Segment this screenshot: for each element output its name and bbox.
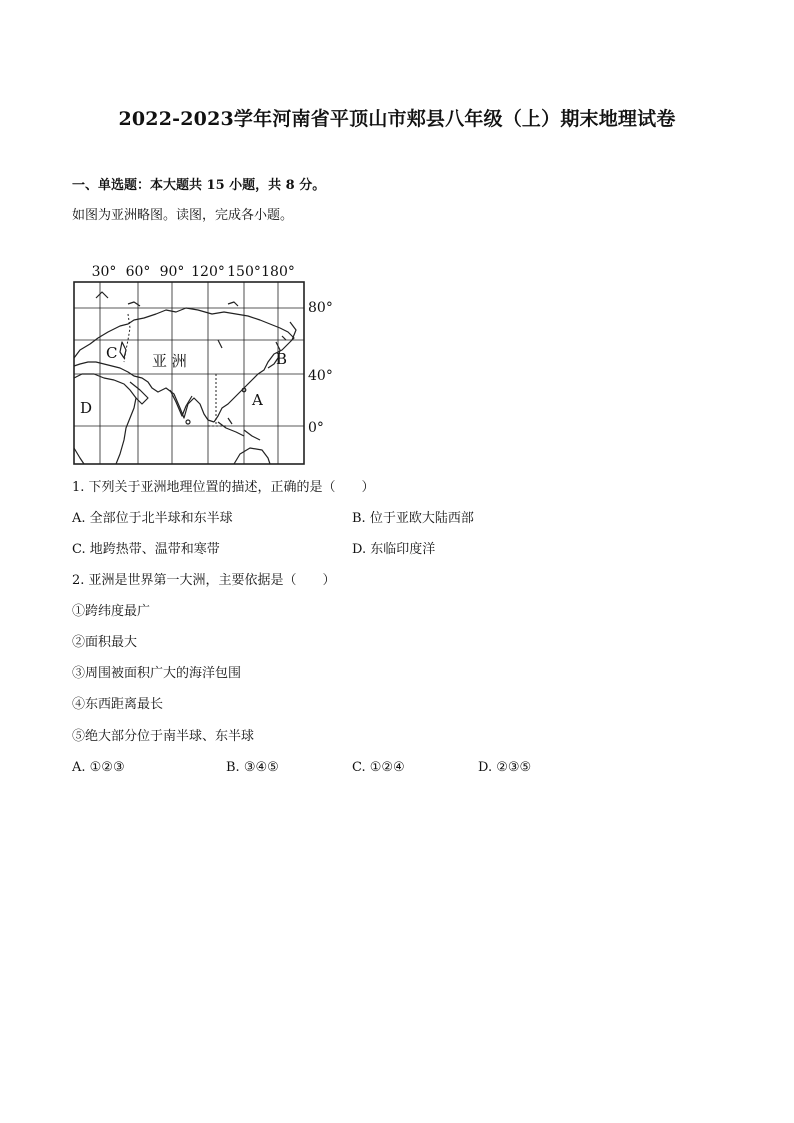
question-2-option-a: A. ①②③ <box>72 760 125 775</box>
map-label-c: C <box>106 344 118 362</box>
map-label-b: B <box>276 350 288 368</box>
question-2-item-5: ⑤绝大部分位于南半球、东半球 <box>72 729 255 744</box>
map-dashed-line <box>208 374 228 426</box>
question-1-option-d: D. 东临印度洋 <box>352 542 436 557</box>
map-lat-label-0: 0° <box>308 420 324 436</box>
page-title: 2022-2023学年河南省平顶山市郏县八年级（上）期末地理试卷 <box>118 108 676 130</box>
map-lat-label-40: 40° <box>308 368 333 384</box>
question-2-item-2: ②面积最大 <box>72 635 138 650</box>
question-2-stem: 2. 亚洲是世界第一大洲，主要依据是（ ） <box>72 573 336 588</box>
map-lon-label-30: 30° <box>91 264 117 280</box>
question-2-item-1: ①跨纬度最广 <box>72 604 151 619</box>
question-1-stem: 1. 下列关于亚洲地理位置的描述，正确的是（ ） <box>72 480 375 495</box>
question-2-option-d: D. ②③⑤ <box>478 760 532 775</box>
map-lon-label-180: 180° <box>261 264 295 280</box>
map-coastlines <box>74 292 296 464</box>
question-1-option-b: B. 位于亚欧大陆西部 <box>352 511 474 526</box>
map-lon-label-150: 150° <box>227 264 261 280</box>
map-asia-boundary <box>124 314 130 362</box>
map-label-d: D <box>80 399 93 417</box>
question-2-option-c: C. ①②④ <box>352 760 405 775</box>
map-lat-label-80: 80° <box>308 300 333 316</box>
section-heading: 一、单选题：本大题共 15 小题，共 8 分。 <box>72 178 326 193</box>
map-lon-label-120: 120° <box>191 264 225 280</box>
map-label-asia: 亚 洲 <box>152 352 187 370</box>
question-2-item-3: ③周围被面积广大的海洋包围 <box>72 666 242 681</box>
question-2-item-4: ④东西距离最长 <box>72 697 164 712</box>
map-label-a: A <box>252 391 263 409</box>
question-1-option-a: A. 全部位于北半球和东半球 <box>72 511 233 526</box>
map-grid <box>74 282 304 464</box>
question-2-option-b: B. ③④⑤ <box>226 760 279 775</box>
map-lon-label-90: 90° <box>159 264 185 280</box>
map-lon-label-60: 60° <box>125 264 151 280</box>
section-intro: 如图为亚洲略图。读图，完成各小题。 <box>72 208 294 223</box>
asia-map <box>68 258 348 472</box>
question-1-option-c: C. 地跨热带、温带和寒带 <box>72 542 220 557</box>
